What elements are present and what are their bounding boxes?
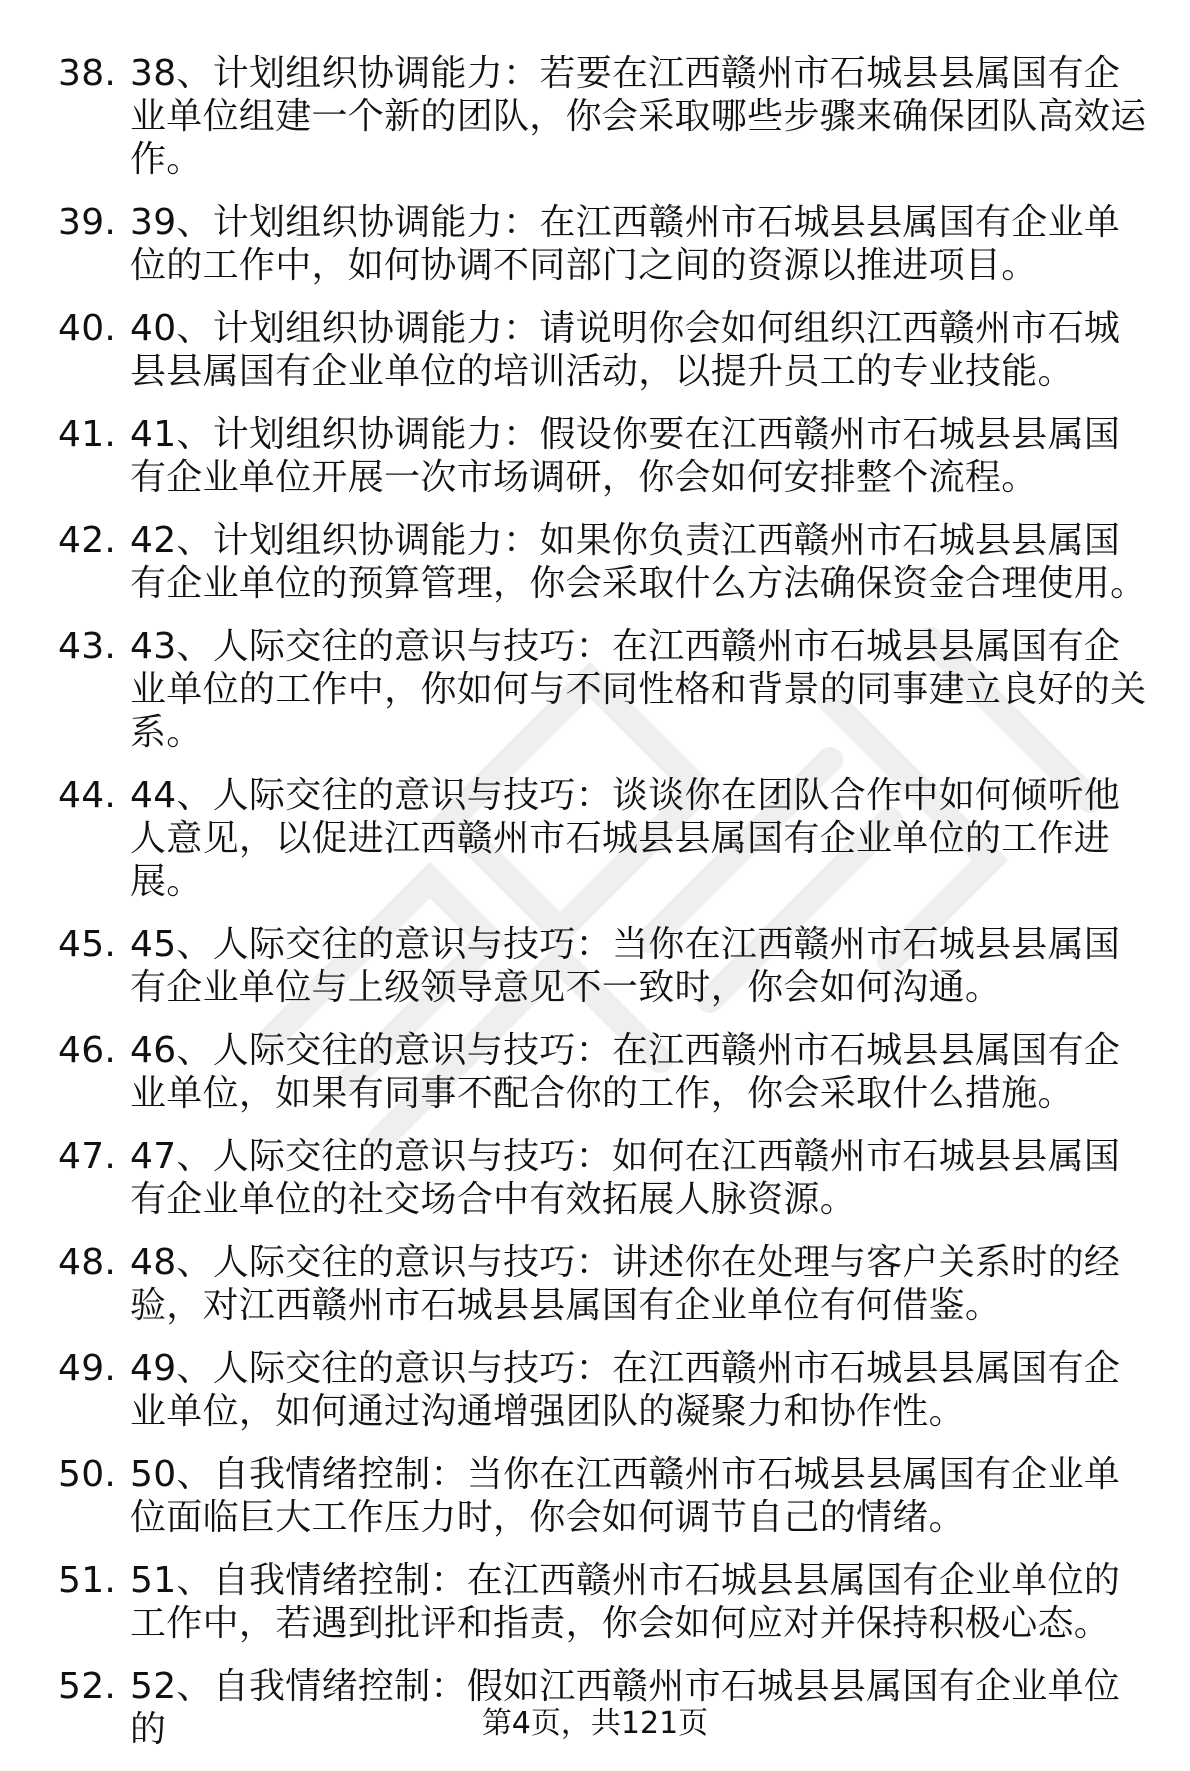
list-item bbox=[0, 519, 1155, 605]
question-number: 51. bbox=[58, 1560, 117, 1601]
question-number: 46. bbox=[58, 1030, 117, 1071]
list-item bbox=[0, 201, 1155, 287]
list-item bbox=[0, 1029, 1155, 1115]
list-item bbox=[0, 1241, 1155, 1327]
list-item bbox=[0, 1453, 1155, 1539]
question-text: 38、计划组织协调能力：若要在江西赣州市石城县县属国有企业单位组建一个新的团队，你会采取哪些步骤来确保团队高效运作。 bbox=[130, 53, 1147, 180]
question-text: 49、人际交往的意识与技巧：在江西赣州市石城县县属国有企业单位，如何通过沟通增强团队的凝聚力和协作性。 bbox=[130, 1348, 1121, 1432]
question-text: 41、计划组织协调能力：假设你要在江西赣州市石城县县属国有企业单位开展一次市场调研，你会如何安排整个流程。 bbox=[130, 414, 1121, 498]
question-text: 46、人际交往的意识与技巧：在江西赣州市石城县县属国有企业单位，如果有同事不配合你的工作，你会采取什么措施。 bbox=[130, 1030, 1121, 1114]
list-item bbox=[0, 625, 1155, 754]
question-number: 52. bbox=[58, 1666, 117, 1707]
question-number: 50. bbox=[58, 1454, 117, 1495]
question-number: 44. bbox=[58, 775, 117, 816]
question-text: 48、人际交往的意识与技巧：讲述你在处理与客户关系时的经验，对江西赣州市石城县县属国有企业单位有何借鉴。 bbox=[130, 1242, 1121, 1326]
question-text: 44、人际交往的意识与技巧：谈谈你在团队合作中如何倾听他人意见，以促进江西赣州市石城县县属国有企业单位的工作进展。 bbox=[130, 775, 1121, 902]
list-item bbox=[0, 1559, 1155, 1645]
question-text: 52、自我情绪控制：假如江西赣州市石城县县属国有企业单位的 bbox=[130, 1666, 1121, 1750]
question-text: 43、人际交往的意识与技巧：在江西赣州市石城县县属国有企业单位的工作中，你如何与不同性格和背景的同事建立良好的关系。 bbox=[130, 626, 1147, 753]
question-number: 49. bbox=[58, 1348, 117, 1389]
question-number: 38. bbox=[58, 53, 117, 94]
list-item bbox=[0, 1347, 1155, 1433]
question-number: 45. bbox=[58, 924, 117, 965]
question-number: 41. bbox=[58, 414, 117, 455]
question-number: 40. bbox=[58, 308, 117, 349]
question-number: 42. bbox=[58, 520, 117, 561]
question-text: 47、人际交往的意识与技巧：如何在江西赣州市石城县县属国有企业单位的社交场合中有效拓展人脉资源。 bbox=[130, 1136, 1121, 1220]
page-number: 第4页，共121页 bbox=[481, 1706, 709, 1741]
question-number: 48. bbox=[58, 1242, 117, 1283]
list-item bbox=[0, 774, 1155, 903]
list-item bbox=[0, 413, 1155, 499]
question-number: 39. bbox=[58, 202, 117, 243]
list-item bbox=[0, 52, 1155, 181]
question-text: 50、自我情绪控制：当你在江西赣州市石城县县属国有企业单位面临巨大工作压力时，你会如何调节自己的情绪。 bbox=[130, 1454, 1121, 1538]
list-item bbox=[0, 307, 1155, 393]
list-item bbox=[0, 923, 1155, 1009]
question-number: 47. bbox=[58, 1136, 117, 1177]
question-list bbox=[0, 52, 1190, 1771]
question-number: 43. bbox=[58, 626, 117, 667]
question-text: 51、自我情绪控制：在江西赣州市石城县县属国有企业单位的工作中，若遇到批评和指责，你会如何应对并保持积极心态。 bbox=[130, 1560, 1121, 1644]
list-item bbox=[0, 1135, 1155, 1221]
question-text: 40、计划组织协调能力：请说明你会如何组织江西赣州市石城县县属国有企业单位的培训活动，以提升员工的专业技能。 bbox=[130, 308, 1121, 392]
question-text: 39、计划组织协调能力：在江西赣州市石城县县属国有企业单位的工作中，如何协调不同部门之间的资源以推进项目。 bbox=[130, 202, 1121, 286]
question-text: 42、计划组织协调能力：如果你负责江西赣州市石城县县属国有企业单位的预算管理，你会采取什么方法确保资金合理使用。 bbox=[130, 520, 1147, 604]
question-text: 45、人际交往的意识与技巧：当你在江西赣州市石城县县属国有企业单位与上级领导意见不一致时，你会如何沟通。 bbox=[130, 924, 1121, 1008]
